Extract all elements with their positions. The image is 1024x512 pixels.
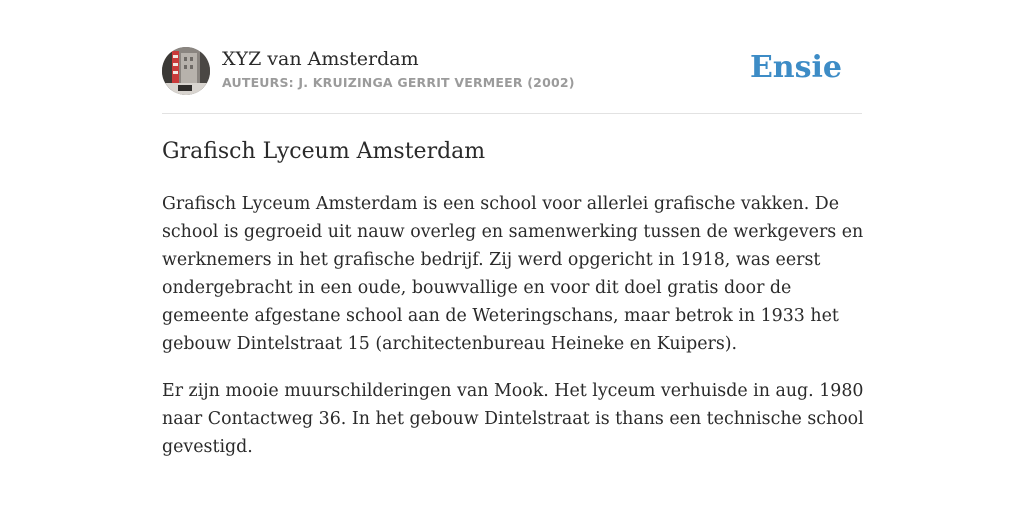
ensie-logo[interactable]: Ensie (749, 50, 842, 85)
entry-paragraph: Er zijn mooie muurschilderingen van Mook. Het lyceum verhuisde in aug. 1980 naar Contactweg 36. In het gebouw Dintelstraat is thans een technische school gevestigd. (162, 381, 864, 457)
source-avatar[interactable] (162, 47, 210, 95)
entry-body (162, 190, 864, 480)
entry-title: Grafisch Lyceum Amsterdam (162, 139, 486, 164)
header-divider (162, 113, 862, 114)
source-title[interactable]: XYZ van Amsterdam (222, 48, 419, 70)
book-cover-thumbnail-icon (162, 47, 210, 95)
authors-line: AUTEURS: J. KRUIZINGA GERRIT VERMEER (2002) (222, 75, 575, 90)
entry-header (162, 46, 862, 96)
entry-card (162, 46, 864, 457)
entry-paragraph: Grafisch Lyceum Amsterdam is een school voor allerlei grafische vakken. De school is gegroeid uit nauw overleg en samenwerking tussen de werkgevers en werknemers in het grafische bedrijf. Zij werd opgericht in 1918, was eerst ondergebracht in een oude, bouwvallige en voor dit doel gratis door de gemeente afgestane school aan de Weteringschans, maar betrok in 1933 het gebouw Dintelstraat 15 (architectenbureau Heineke en Kuipers). (162, 194, 864, 354)
